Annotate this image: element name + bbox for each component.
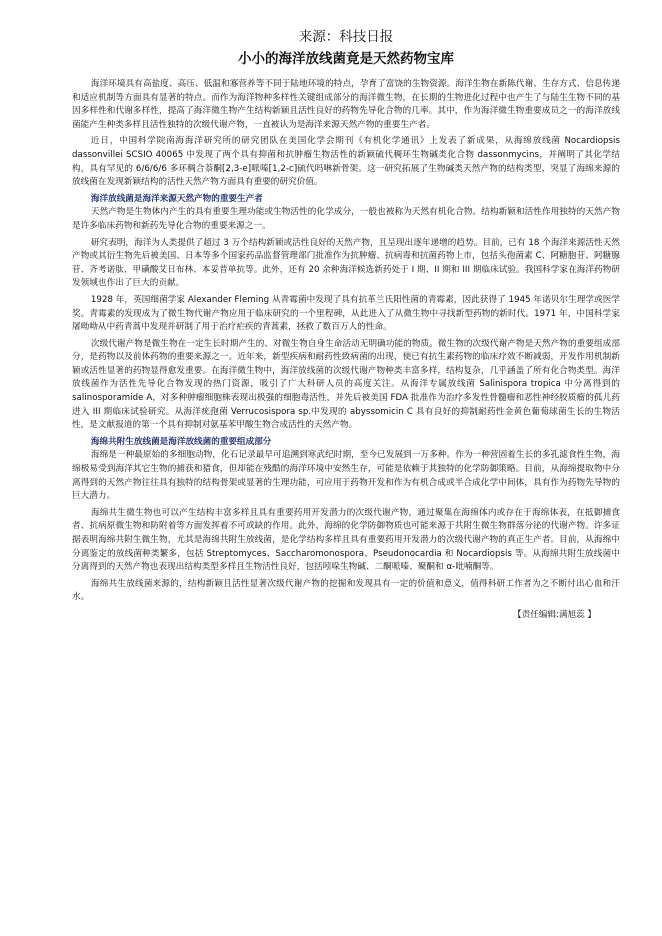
section-heading-sponge-actinomycetes: 海绵共附生放线菌是海洋放线菌的重要组成部分 bbox=[90, 436, 272, 447]
paragraph-intro: 海洋环境具有高盐度、高压、低温和寡营养等不同于陆地环境的特点，孕育了富饶的生物资源。海洋生物在新陈代谢、生存方式、信息传递和适应机制等方面具有显著的特点。而作为海洋物种多样性关键组成部分的海洋微生物，在长期的生物进化过程中也产生了与陆生生物不同的基因多样性和代谢多样性，提高了海洋微生物产生结构新颖且活性良好的药物先导化合物的几率。其中，作为海洋微生物重要成员之一的海洋放线菌能产生种类多样且活性独特的次级代谢产物，一直被认为是海洋来源天然产物的重要生产者。 bbox=[72, 79, 620, 130]
paragraph-secondary-metabolites: 次级代谢产物是微生物在一定生长时期产生的、对微生物自身生命活动无明确功能的物质。微生物的次级代谢产物是天然产物的重要组成部分，是药物以及前体药物的重要来源之一。近年来，新型疾病和耐药性致病菌的出现，使已有抗生素药物的临床疗效不断减弱，开发作用机制新颖或活性显著的药物显得愈发重要。在海洋微生物中，海洋放线菌的次级代谢产物种类丰富多样，结构复杂，几乎涵盖了所有化合物类型。海洋放线菌作为活性先导化合物发现的热门资源，吸引了广大科研人员的高度关注。从海洋专属放线菌 Salinispora tropica 中分离得到的 salinosporamide A，对多种肿瘤细胞株表现出极强的细胞毒活性，并先后被美国 FDA 批准作为治疗多发性骨髓瘤和恶性神经胶质瘤的孤儿药进入 III 期临床试验研究。从海洋疣孢菌 Verrucosispora sp.中发现的 abyssomicin C 具有良好的抑制耐药性金黄色葡萄球菌生长的生物活性，是文献报道的第一个具有抑制对氨基苯甲酸生物合成活性的天然产物。 bbox=[72, 338, 620, 431]
paragraph-natural-products: 天然产物是生物体内产生的具有重要生理功能或生物活性的化学成分，一般也被称为天然有机化合物。结构新颖和活性作用独特的天然产物是许多临床药物和新药先导化合物的重要来源之一。 bbox=[72, 207, 620, 231]
paragraph-sponges: 海绵是一种最原始的多细胞动物，化石记录最早可追溯到寒武纪时期，至今已发展到一万多种。作为一种营固着生长的多孔滤食性生物，海绵极易受到海洋其它生物的捕获和猎食，但却能在残酷的海洋环境中安然生存，可能是依赖于其独特的化学防御策略。目前，从海绵提取物中分离得到的天然产物往往具有独特的结构骨架或显著的生理功能，可应用于药物开发和作为有机合成或半合成化学中间体，具有作为药物先导物的巨大潜力。 bbox=[72, 450, 620, 502]
paragraph-research-news: 近日，中国科学院南海海洋研究所的研究团队在美国化学会期刊《有机化学通讯》上发表了新成果，从海绵放线菌 Nocardiopsis dassonvillei SCSIO 40065 中发现了两个具有抑菌和抗肿瘤生物活性的新颖硫代稠环生物碱类化合物 dassonmycins，并阐明了其化学结构，具有罕见的 6/6/6/6 多环稠合萘酮[2,3-e]哌嗪[1,2-c]硫代吗啉新骨架。这一研究拓展了生物碱类天然产物的结构类型，突显了海绵来源的放线菌在发现新颖结构的活性天然产物方面具有重要的研究价值。 bbox=[72, 136, 620, 188]
article-title: 小小的海洋放线菌竟是天然药物宝库 bbox=[238, 51, 454, 67]
paragraph-conclusion: 海绵共生放线菌来源的，结构新颖且活性显著次级代谢产物的挖掘和发现具有一定的价值和意义，值得科研工作者为之不断付出心血和汗水。 bbox=[72, 578, 620, 603]
source-line: 来源：科技日报 bbox=[298, 29, 394, 45]
section-heading-marine-actinomycetes: 海洋放线菌是海洋来源天然产物的重要生产者 bbox=[90, 193, 263, 204]
editor-credit: 【责任编辑:满旭蕊 】 bbox=[513, 609, 596, 620]
paragraph-sponge-symbionts: 海绵共生微生物也可以产生结构丰富多样且具有重要药用开发潜力的次级代谢产物，通过聚集在海绵体内或存在于海绵体表，在抵御捕食者、抗病原微生物和防附着等方面发挥着不可或缺的作用。此外，海绵的化学防御物质也可能来源于共附生微生物群落分泌的代谢产物。许多证据表明海绵共附生微生物，尤其是海绵共附生放线菌，是化学结构多样且具有重要药用开发潜力的次级代谢产物的真正生产者。目前，从海绵中分离鉴定的放线菌种类繁多，包括 Streptomyces、Saccharomonospora、Pseudonocardia 和 Nocardiopsis 等。从海绵共附生放线菌中分离得到的天然产物也表现出结构类型多样且生物活性良好，包括吲哚生物碱、二酮哌嗪、聚酮和 α-吡喃酮等。 bbox=[72, 507, 620, 573]
article bbox=[72, 28, 620, 622]
paragraph-marine-drugs: 研究表明，海洋为人类提供了超过 3 万个结构新颖或活性良好的天然产物，且呈现出逐年递增的趋势。目前，已有 18 个海洋来源活性天然产物或其衍生物先后被美国、日本等多个国家药品监督管理部门批准作为抗肿瘤、抗病毒和抗菌药物上市，包括头孢菌素 C、阿糖胞苷、阿糖腺苷、齐考诺肽、甲磺酸艾日布林、本妥昔单抗等。此外，还有 20 余种海洋候选新药处于 I 期、II 期和 III 期临床试验。我国科学家在海洋药物研发领域也作出了巨大的贡献。 bbox=[72, 237, 620, 289]
paragraph-penicillin-history: 1928 年，英国细菌学家 Alexander Fleming 从青霉菌中发现了具有抗革兰氏阳性菌的青霉素，因此获得了 1945 年诺贝尔生理学或医学奖。青霉素的发现成为了微生物代谢产物应用于临床研究的一个里程碑，从此进入了从微生物中寻找新型药物的新时代。1971 年，中国科学家屠呦呦从中药青蒿中发现并研制了用于治疗疟疾的青蒿素，拯救了数百万人的性命。 bbox=[72, 294, 620, 333]
